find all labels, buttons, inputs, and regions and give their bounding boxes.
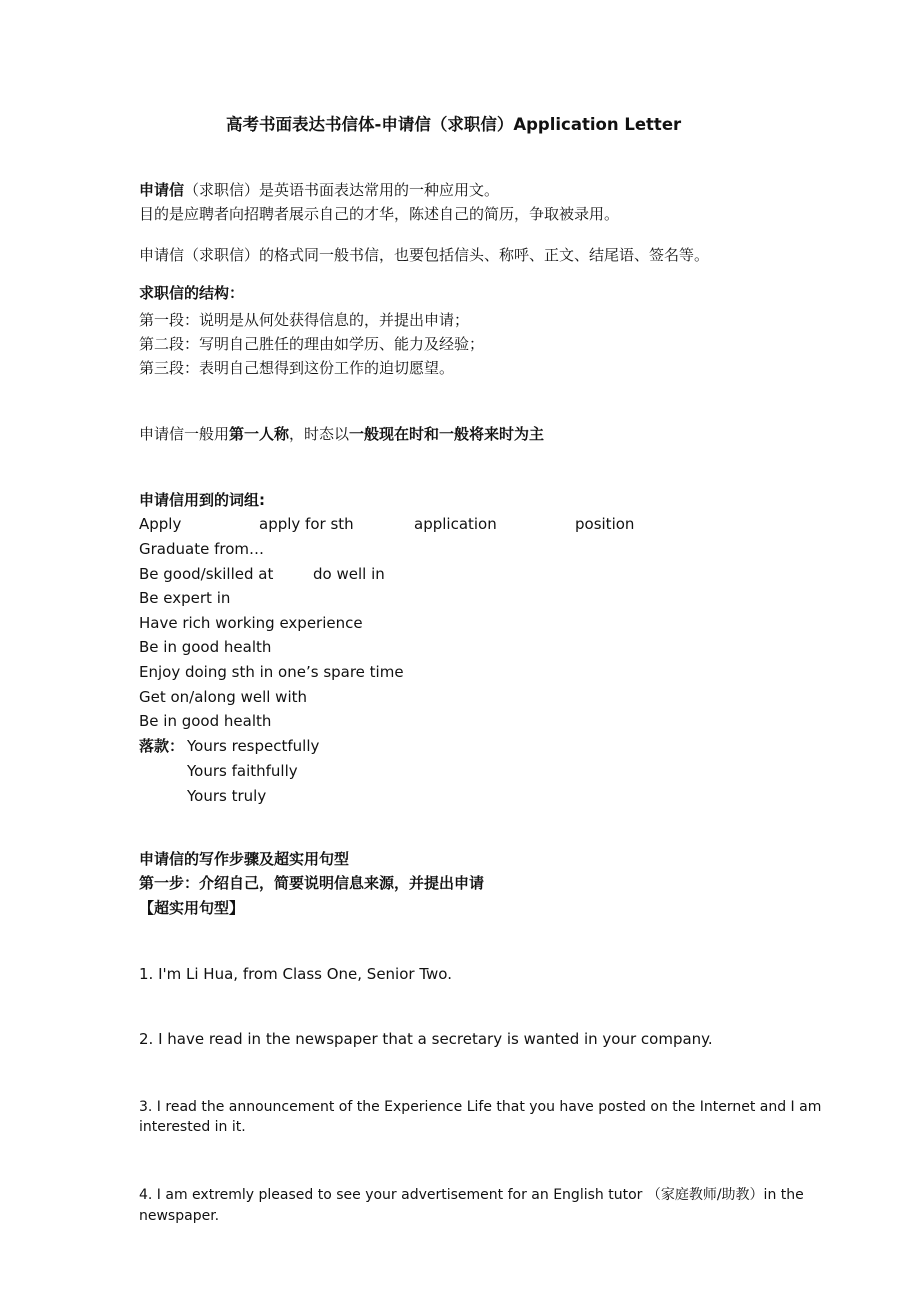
closing-label: 落款： — [139, 737, 185, 755]
example-sentence-4-line-2: newspaper. — [139, 1208, 220, 1224]
phrases-heading: 申请信用到的词组: — [139, 491, 265, 509]
phrase-apply: Apply — [139, 515, 182, 533]
intro-line-1 — [139, 180, 499, 200]
person-tense-line — [139, 424, 544, 444]
phrase-experience: Have rich working experience — [139, 614, 363, 632]
closing-respectfully: Yours respectfully — [187, 737, 320, 755]
example-sentence-2: 2. I have read in the newspaper that a secretary is wanted in your company. — [139, 1030, 713, 1048]
structure-item-3: 第三段：表明自己想得到这份工作的迫切愿望。 — [139, 359, 455, 377]
phrase-spare-time: Enjoy doing sth in one’s spare time — [139, 663, 404, 681]
intro-bold-term: 申请信 — [139, 181, 185, 199]
phrase-health-repeat: Be in good health — [139, 712, 272, 730]
phrase-expert: Be expert in — [139, 589, 231, 607]
structure-item-1: 第一段：说明是从何处获得信息的，并提出申请； — [139, 311, 470, 329]
steps-heading: 申请信的写作步骤及超实用句型 — [139, 850, 350, 868]
phrase-application: application — [414, 515, 497, 533]
person-tense-prefix: 申请信一般用 — [139, 425, 230, 443]
example-sentence-3-line-1: 3. I read the announcement of the Experience Life that you have posted on the Internet and I am — [139, 1099, 822, 1115]
phrase-get-along: Get on/along well with — [139, 688, 307, 706]
phrase-apply-for: apply for sth — [259, 515, 354, 533]
sentence-patterns-label: 【超实用句型】 — [139, 899, 245, 917]
intro-line-1-rest: （求职信）是英语书面表达常用的一种应用文。 — [184, 181, 500, 199]
phrase-health: Be in good health — [139, 638, 272, 656]
format-line: 申请信（求职信）的格式同一般书信，也要包括信头、称呼、正文、结尾语、签名等。 — [139, 246, 710, 264]
phrase-position: position — [575, 515, 635, 533]
example-sentence-1: 1. I'm Li Hua, from Class One, Senior Two. — [139, 965, 452, 983]
phrase-good-skilled: Be good/skilled at — [139, 565, 274, 583]
closing-faithfully: Yours faithfully — [187, 762, 298, 780]
person-tense-bold-2: 一般现在时和一般将来时为主 — [349, 425, 545, 443]
structure-heading: 求职信的结构： — [139, 284, 245, 302]
phrase-graduate: Graduate from… — [139, 540, 264, 558]
intro-line-2: 目的是应聘者向招聘者展示自己的才华，陈述自己的简历，争取被录用。 — [139, 205, 620, 223]
closing-truly: Yours truly — [187, 787, 267, 805]
step-1: 第一步：介绍自己，简要说明信息来源，并提出申请 — [139, 874, 485, 892]
phrase-do-well: do well in — [313, 565, 385, 583]
page-title: 高考书面表达书信体-申请信（求职信）Application Letter — [226, 115, 682, 134]
person-tense-middle: ，时态以 — [289, 425, 350, 443]
person-tense-bold-1: 第一人称 — [229, 425, 290, 443]
structure-item-2: 第二段：写明自己胜任的理由如学历、能力及经验； — [139, 335, 485, 353]
example-sentence-4-line-1: 4. I am extremly pleased to see your advertisement for an English tutor （家庭教师/助教）in the — [139, 1187, 804, 1203]
example-sentence-3-line-2: interested in it. — [139, 1119, 246, 1135]
